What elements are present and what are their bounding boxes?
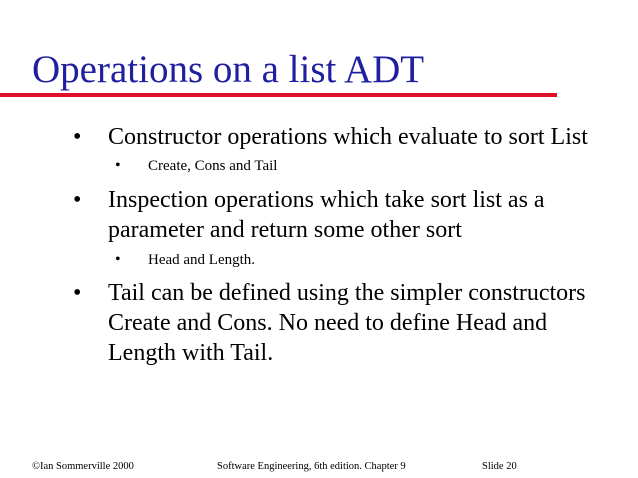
- footer-book-title: Software Engineering, 6th edition. Chapter 9: [217, 461, 406, 472]
- sub-bullet-icon: •: [115, 157, 121, 174]
- bullet-icon: •: [73, 187, 82, 213]
- slide-title: Operations on a list ADT: [32, 48, 425, 91]
- bullet-icon: •: [73, 280, 82, 306]
- bullet-text: Inspection operations which take sort list as a parameter and return some other sort: [108, 187, 545, 243]
- sub-bullet-text: Create, Cons and Tail: [148, 158, 278, 174]
- sub-bullet-text: Head and Length.: [148, 252, 256, 268]
- sub-bullet-icon: •: [115, 251, 121, 268]
- bullet-icon: •: [73, 124, 82, 150]
- title-underline-rule: [0, 93, 557, 97]
- footer-slide-number: Slide 20: [482, 461, 517, 472]
- footer-copyright: ©Ian Sommerville 2000: [32, 461, 134, 472]
- bullet-text: Tail can be defined using the simpler constructors Create and Cons. No need to define Head and Length with Tail.: [108, 280, 586, 366]
- bullet-text: Constructor operations which evaluate to sort List: [108, 124, 588, 150]
